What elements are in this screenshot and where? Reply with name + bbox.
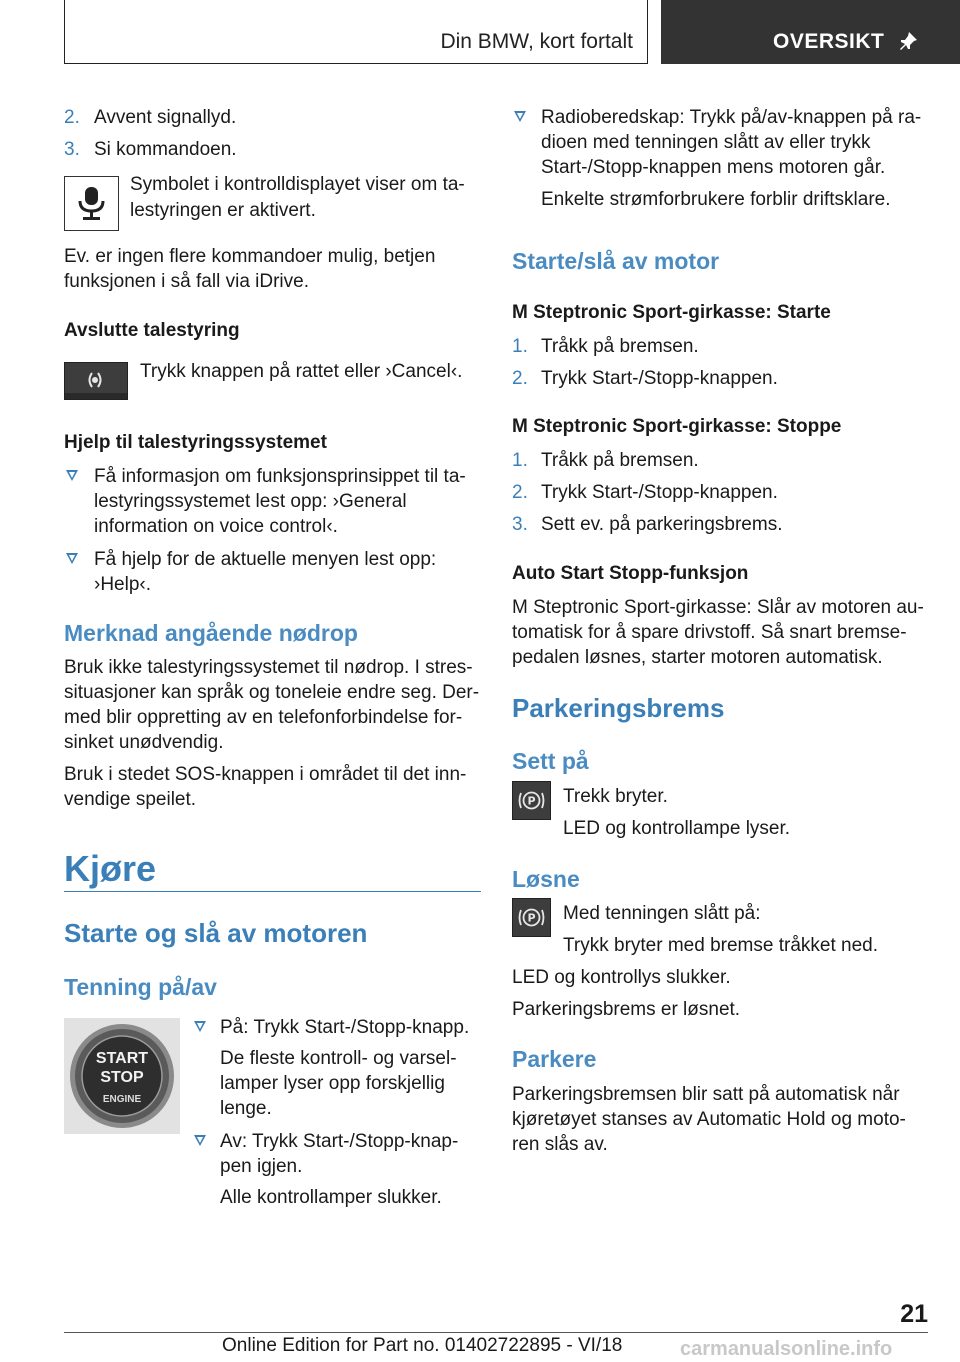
- engine-label: ENGINE: [102, 1094, 142, 1105]
- chapter-rule: [64, 891, 481, 892]
- merknad-line-3: med blir oppretting av en telefonforbindelse for-: [64, 707, 463, 728]
- auto-line-3: pedalen løsnes, starter motoren automatisk.: [512, 647, 883, 668]
- losne-line-1: Med tenningen slått på:: [563, 903, 761, 924]
- hjelp-bullet-1-line-3: information on voice control‹.: [94, 516, 338, 537]
- start-stop-button-image: [64, 1018, 180, 1134]
- losne-line-3: LED og kontrollys slukker.: [512, 967, 731, 988]
- ev-text-2: funksjonen i så fall via iDrive.: [64, 271, 309, 292]
- avslutte-heading: Avslutte talestyring: [64, 320, 240, 341]
- voice-button-icon: [65, 363, 127, 399]
- symbol-text-2: lestyringen er aktivert.: [130, 200, 316, 221]
- stop-step-text-2: Trykk Start-/Stopp-knappen.: [541, 482, 778, 503]
- merknad-line-1: Bruk ikke talestyringssystemet til nødrop. I stres-: [64, 657, 473, 678]
- hjelp-bullet-1-line-1: Få informasjon om funksjonsprinsippet til ta-: [94, 466, 466, 487]
- paa-line-2: De fleste kontroll- og varsel-: [220, 1048, 457, 1069]
- stop-step-number-1: 1.: [512, 450, 528, 471]
- bullet-triangle-icon: [66, 470, 78, 481]
- losne-heading: Løsne: [512, 866, 580, 892]
- bullet-triangle-icon: [194, 1135, 206, 1146]
- step-number-3: 3.: [64, 139, 80, 160]
- bullet-triangle-icon: [514, 111, 526, 122]
- footer-watermark: carmanualsonline.info: [680, 1338, 893, 1360]
- chapter-heading-kjore: Kjøre: [64, 848, 157, 889]
- merknad-line-6: vendige speilet.: [64, 789, 197, 810]
- paa-line-3: lamper lyser opp forskjellig: [220, 1073, 445, 1094]
- parkere-heading: Parkere: [512, 1046, 597, 1072]
- header-section-title: OVERSIKT: [773, 30, 885, 53]
- ev-text-1: Ev. er ingen flere kommandoer mulig, betjen: [64, 246, 436, 267]
- paa-line-4: lenge.: [220, 1098, 272, 1119]
- parking-brake-icon: [513, 782, 550, 819]
- parkere-line-1: Parkeringsbremsen blir satt på automatisk når: [512, 1084, 900, 1105]
- stop-label: STOP: [100, 1069, 144, 1086]
- stop-step-text-1: Tråkk på bremsen.: [541, 450, 699, 471]
- header-chapter-box: [64, 0, 648, 64]
- parking-brake-switch-image: [512, 898, 551, 937]
- merknad-heading: Merknad angående nødrop: [64, 620, 358, 646]
- stop-step-text-3: Sett ev. på parkeringsbrems.: [541, 514, 783, 535]
- merknad-line-4: sinket unødvendig.: [64, 732, 224, 753]
- starte-heading: Starte og slå av motoren: [64, 918, 368, 948]
- parking-brake-icon: [513, 899, 550, 936]
- tenning-heading: Tenning på/av: [64, 974, 217, 1000]
- start-step-number-1: 1.: [512, 336, 528, 357]
- start-step-number-2: 2.: [512, 368, 528, 389]
- parkere-line-2: kjøretøyet stanses av Automatic Hold og moto-: [512, 1109, 906, 1130]
- hjelp-bullet-2-line-1: Få hjelp for de aktuelle menyen lest opp:: [94, 549, 437, 570]
- hjelp-bullet-2-line-2: ›Help‹.: [94, 574, 152, 595]
- stop-step-number-3: 3.: [512, 514, 528, 535]
- svg-text:P: P: [527, 911, 536, 925]
- pin-icon: [897, 30, 919, 52]
- auto-start-stop-heading: Auto Start Stopp-funksjon: [512, 563, 749, 584]
- step-number-2: 2.: [64, 107, 80, 128]
- step-text-2: Avvent signallyd.: [94, 107, 237, 128]
- start-step-text-2: Trykk Start-/Stopp-knappen.: [541, 368, 778, 389]
- avslutte-text: Trykk knappen på rattet eller ›Cancel‹.: [140, 361, 463, 382]
- msteptronic-start-heading: M Steptronic Sport-girkasse: Starte: [512, 302, 831, 323]
- hjelp-bullet-1-line-2: lestyringssystemet lest opp: ›General: [94, 491, 407, 512]
- starte-motor-heading: Starte/slå av motor: [512, 248, 720, 274]
- parkere-line-3: ren slås av.: [512, 1134, 608, 1155]
- merknad-line-2: situasjoner kan språk og toneleie endre seg. Der-: [64, 682, 480, 703]
- step-text-3: Si kommandoen.: [94, 139, 237, 160]
- hjelp-heading: Hjelp til talestyringssystemet: [64, 432, 327, 453]
- msteptronic-stop-heading: M Steptronic Sport-girkasse: Stoppe: [512, 416, 842, 437]
- steering-voice-button-image: [64, 362, 128, 400]
- sett-paa-line-1: Trekk bryter.: [563, 786, 668, 807]
- page-number: 21: [900, 1300, 928, 1328]
- av-line-1: Av: Trykk Start-/Stopp-knap-: [220, 1131, 459, 1152]
- merknad-line-5: Bruk i stedet SOS-knappen i området til det inn-: [64, 764, 467, 785]
- sett-paa-line-2: LED og kontrollampe lyser.: [563, 818, 791, 839]
- header-section-tab[interactable]: [661, 0, 960, 64]
- radio-line-1: Radioberedskap: Trykk på/av-knappen på ra-: [541, 107, 922, 128]
- start-step-text-1: Tråkk på bremsen.: [541, 336, 699, 357]
- voice-control-icon: [65, 177, 118, 230]
- av-line-3: Alle kontrollamper slukker.: [220, 1187, 442, 1208]
- radio-line-2: dioen med tenningen slått av eller trykk: [541, 132, 871, 153]
- radio-line-4: Enkelte strømforbrukere forblir driftsklare.: [541, 189, 891, 210]
- footer-rule: [64, 1332, 928, 1333]
- parkeringsbrems-heading: Parkeringsbrems: [512, 693, 725, 723]
- auto-line-1: M Steptronic Sport-girkasse: Slår av motoren au-: [512, 597, 924, 618]
- bullet-triangle-icon: [194, 1021, 206, 1032]
- voice-symbol-box: [64, 176, 119, 231]
- footer-edition: Online Edition for Part no. 01402722895 - VI/18: [222, 1335, 623, 1356]
- parking-brake-switch-image: [512, 781, 551, 820]
- start-label: START: [95, 1050, 149, 1067]
- radio-line-3: Start-/Stopp-knappen mens motoren går.: [541, 157, 886, 178]
- svg-text:P: P: [527, 794, 536, 808]
- losne-line-2: Trykk bryter med bremse tråkket ned.: [563, 935, 879, 956]
- header-chapter-title: Din BMW, kort fortalt: [440, 30, 633, 53]
- auto-line-2: tomatisk for å spare drivstoff. Så snart bremse-: [512, 622, 907, 643]
- sett-paa-heading: Sett på: [512, 748, 589, 774]
- losne-line-4: Parkeringsbrems er løsnet.: [512, 999, 741, 1020]
- paa-line-1: På: Trykk Start-/Stopp-knapp.: [220, 1017, 470, 1038]
- av-line-2: pen igjen.: [220, 1156, 303, 1177]
- stop-step-number-2: 2.: [512, 482, 528, 503]
- symbol-text-1: Symbolet i kontrolldisplayet viser om ta-: [130, 174, 465, 195]
- bullet-triangle-icon: [66, 553, 78, 564]
